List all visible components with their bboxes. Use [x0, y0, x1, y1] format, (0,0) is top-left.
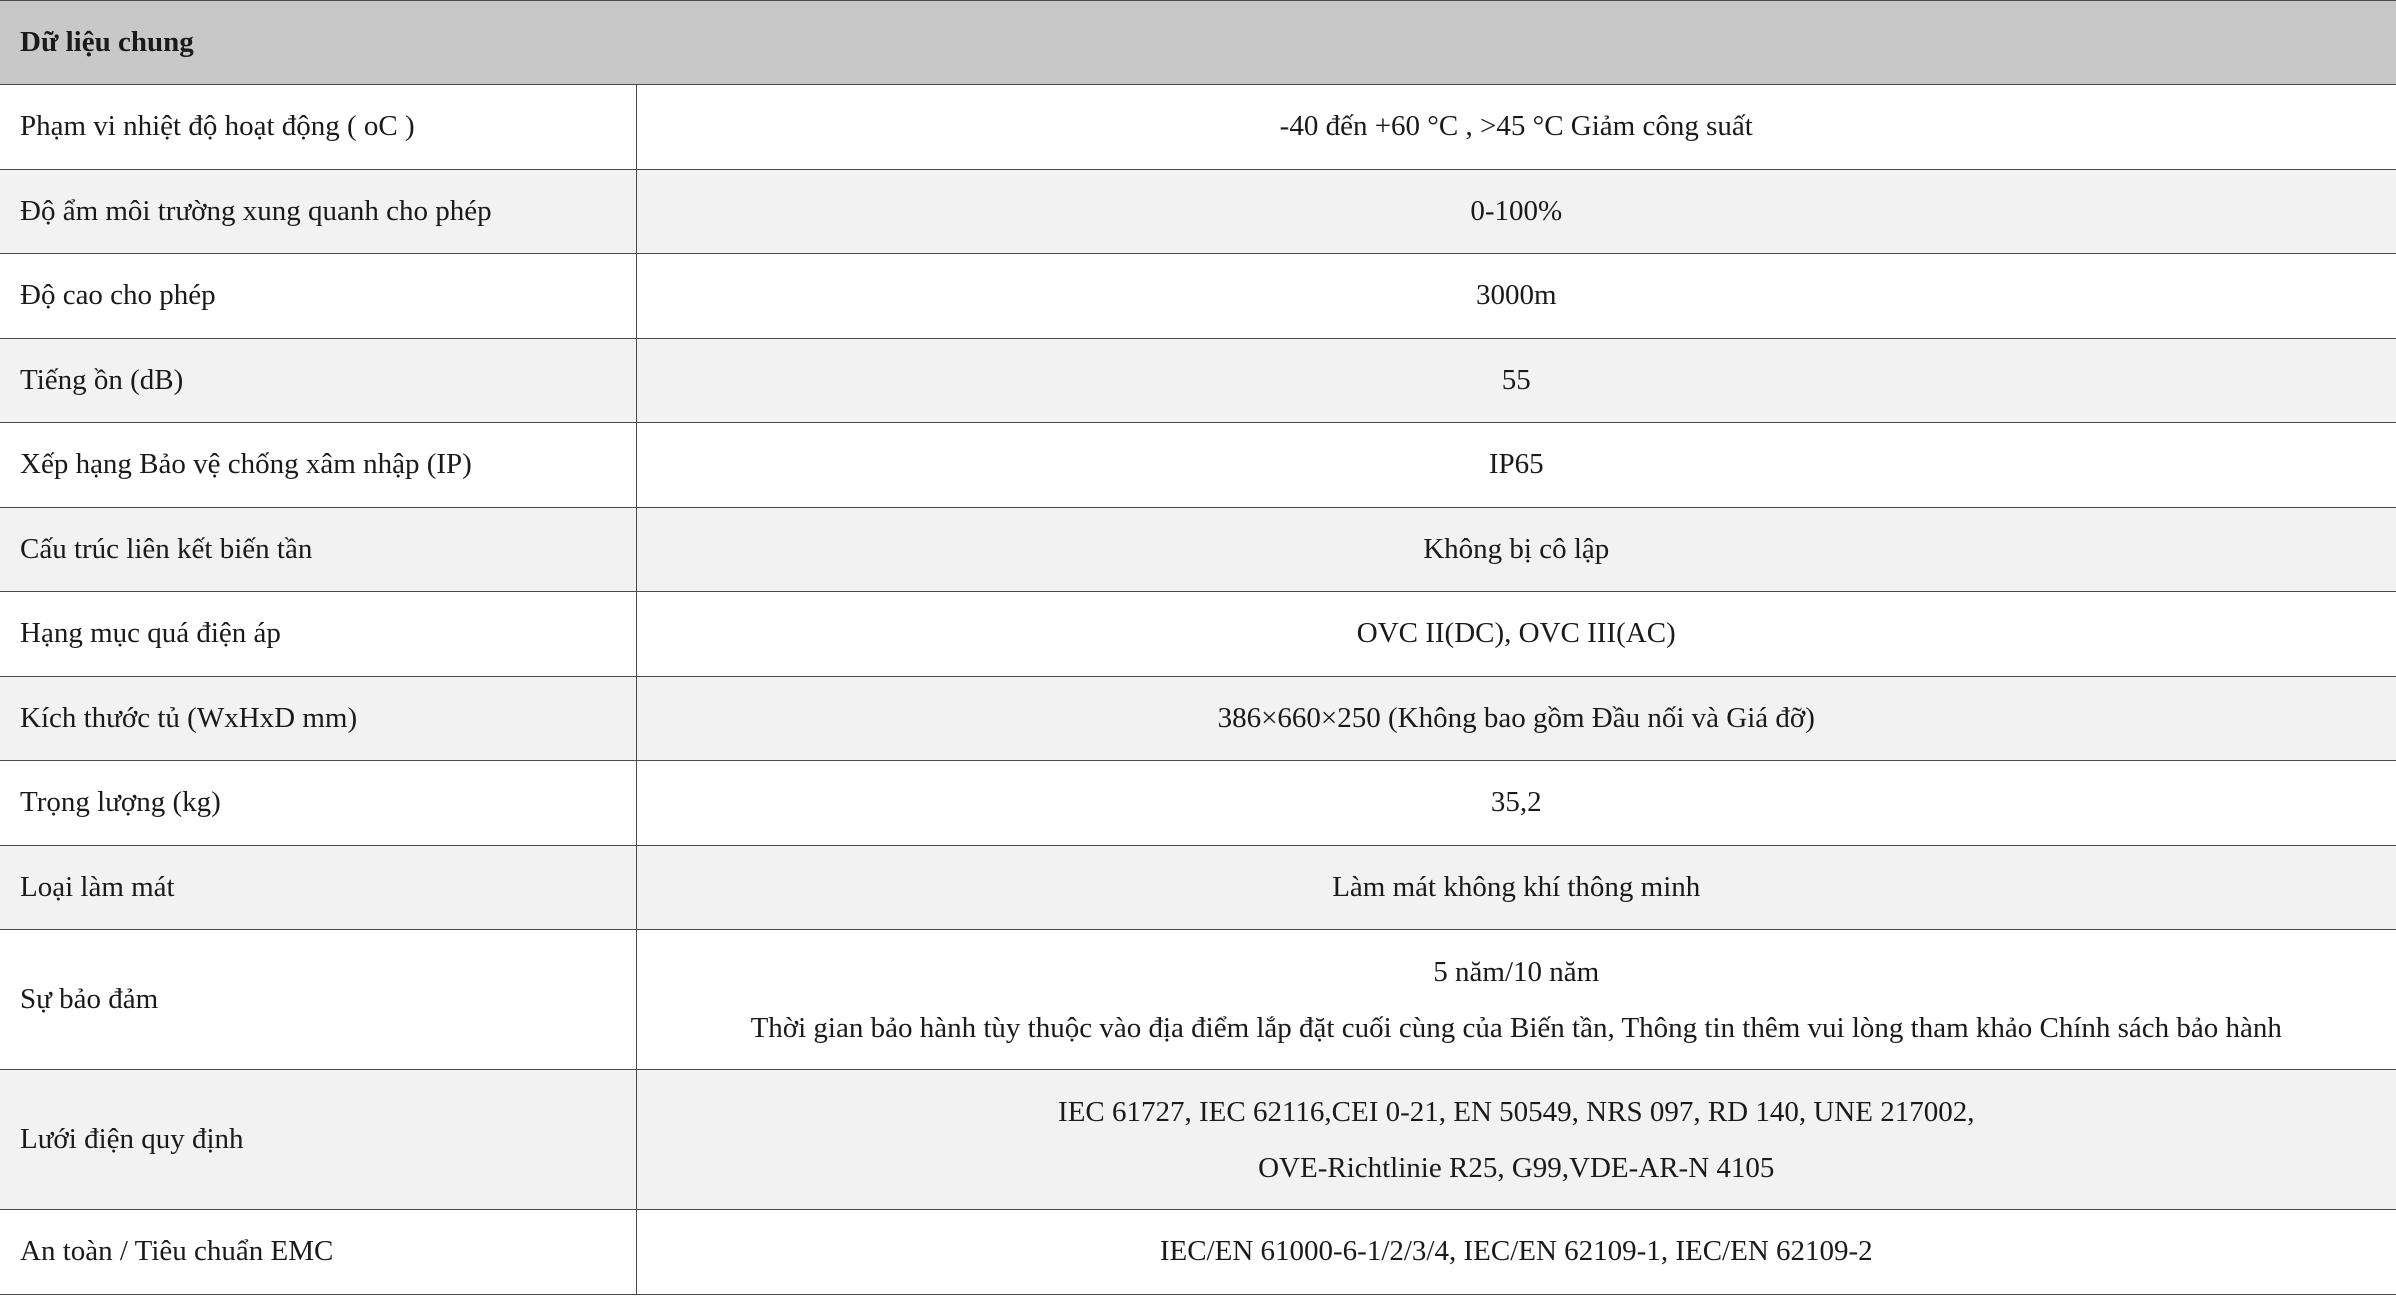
- row-value: [636, 761, 2396, 846]
- section-title: Dữ liệu chung: [0, 1, 2396, 85]
- row-value: [636, 676, 2396, 761]
- row-label: Lưới điện quy định: [0, 1070, 636, 1210]
- row-value-line: 35,2: [1490, 786, 1542, 819]
- section-header-row: [0, 1, 2396, 85]
- table-row: [0, 254, 2396, 339]
- row-label: Xếp hạng Bảo vệ chống xâm nhập (IP): [0, 423, 636, 508]
- row-value-line: 5 năm/10 năm: [1433, 955, 1600, 988]
- row-label: Trọng lượng (kg): [0, 761, 636, 846]
- row-value-line: OVE-Richtlinie R25, G99,VDE-AR-N 4105: [1258, 1151, 1775, 1184]
- table-row: [0, 761, 2396, 846]
- row-label: Hạng mục quá điện áp: [0, 592, 636, 677]
- row-value-line: 0-100%: [1470, 194, 1563, 227]
- table-row: [0, 1070, 2396, 1210]
- row-value: [636, 507, 2396, 592]
- row-value: [636, 930, 2396, 1070]
- table-row: [0, 169, 2396, 254]
- row-value: [636, 845, 2396, 930]
- row-label: Cấu trúc liên kết biến tần: [0, 507, 636, 592]
- row-value: [636, 592, 2396, 677]
- row-label: Phạm vi nhiệt độ hoạt động ( oC ): [0, 85, 636, 170]
- row-label: Độ cao cho phép: [0, 254, 636, 339]
- row-value: [636, 169, 2396, 254]
- row-value-line: 3000m: [1475, 279, 1557, 312]
- row-value: [636, 1210, 2396, 1295]
- row-value-line: IEC 61727, IEC 62116,CEI 0-21, EN 50549, NRS 097, RD 140, UNE 217002,: [1058, 1095, 1975, 1128]
- row-value-line: IEC/EN 61000-6-1/2/3/4, IEC/EN 62109-1, IEC/EN 62109-2: [1159, 1235, 1873, 1268]
- row-label: Kích thước tủ (WxHxD mm): [0, 676, 636, 761]
- table-row: [0, 338, 2396, 423]
- row-value: [636, 254, 2396, 339]
- row-value-line: Không bị cô lập: [1423, 532, 1610, 565]
- table-row: [0, 85, 2396, 170]
- table-row: [0, 507, 2396, 592]
- table-row: [0, 1210, 2396, 1295]
- row-value-line: 55: [1501, 363, 1531, 396]
- table-row: [0, 423, 2396, 508]
- table-row: [0, 930, 2396, 1070]
- row-value-line: Làm mát không khí thông minh: [1332, 870, 1701, 903]
- row-value: [636, 85, 2396, 170]
- table-row: [0, 845, 2396, 930]
- table-row: [0, 592, 2396, 677]
- table-row: [0, 676, 2396, 761]
- row-value-line: -40 đến +60 °C , >45 °C Giảm công suất: [1279, 110, 1753, 143]
- row-label: An toàn / Tiêu chuẩn EMC: [0, 1210, 636, 1295]
- row-value-line: 386×660×250 (Không bao gồm Đầu nối và Giá đỡ): [1217, 701, 1815, 734]
- row-label: Sự bảo đảm: [0, 930, 636, 1070]
- row-label: Loại làm mát: [0, 845, 636, 930]
- row-value: [636, 338, 2396, 423]
- row-value-line: OVC II(DC), OVC III(AC): [1356, 617, 1676, 650]
- row-value-line: Thời gian bảo hành tùy thuộc vào địa điểm lắp đặt cuối cùng của Biến tần, Thông tin thêm vui lòng tham khảo Chính sách bảo hành: [750, 1011, 2282, 1044]
- row-value-line: IP65: [1488, 448, 1544, 481]
- row-label: Độ ẩm môi trường xung quanh cho phép: [0, 169, 636, 254]
- row-value: [636, 423, 2396, 508]
- row-label: Tiếng ồn (dB): [0, 338, 636, 423]
- row-value: [636, 1070, 2396, 1210]
